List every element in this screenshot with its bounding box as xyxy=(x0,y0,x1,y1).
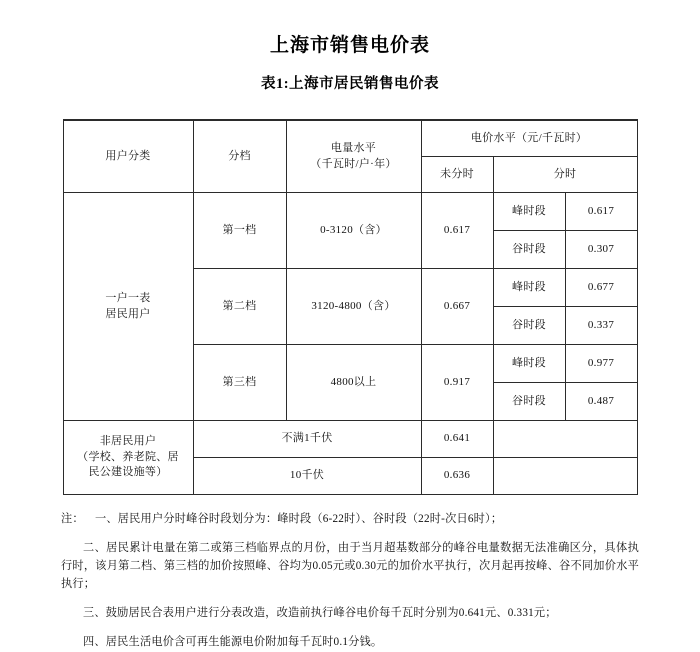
cell-nonresidential-level-1: 不满1千伏 xyxy=(193,421,421,458)
cell-tier2-peak-price: 0.677 xyxy=(565,269,637,307)
page-title: 上海市销售电价表 xyxy=(269,35,430,56)
cell-tier3-peak-label: 峰时段 xyxy=(493,345,565,383)
cell-tier1-peak-price: 0.617 xyxy=(565,193,637,231)
note-item-3: 三、鼓励居民合表用户进行分表改造，改造前执行峰谷电价每千瓦时分别为0.641元、0.331元； xyxy=(83,606,557,619)
table-header-row-1 xyxy=(63,120,637,157)
cell-tier1-flat-price: 0.617 xyxy=(421,193,493,269)
cell-tier2-peak-label: 峰时段 xyxy=(493,269,565,307)
nonresidential-label-line1: 非居民用户 xyxy=(99,434,157,447)
note-item-2: 二、居民累计电量在第二或第三档临界点的月份，由于当月超基数部分的峰谷电量数据无法准确区分，具体执行时，该月第二档、第三档的加价按照峰、谷均为0.05元或0.30元的加价水平执行，次月起再按峰、谷不同加价水平执行； xyxy=(61,541,639,590)
note-item-1 xyxy=(61,511,639,529)
notes-section xyxy=(61,511,639,652)
cell-nonresidential-flat-price-1: 0.641 xyxy=(421,421,493,458)
nonresidential-label-line2: （学校、养老院、居 xyxy=(77,450,179,463)
cell-tier2-level: 3120-4800（含） xyxy=(286,269,421,345)
header-electricity-level xyxy=(286,120,421,193)
header-time-of-use: 分时 xyxy=(493,157,637,193)
cell-tier3-valley-price: 0.487 xyxy=(565,383,637,421)
header-tier: 分档 xyxy=(193,120,286,193)
table-row-nonresidential-1 xyxy=(63,421,637,458)
header-price-level: 电价水平（元/千瓦时） xyxy=(421,120,637,157)
cell-tier3-flat-price: 0.917 xyxy=(421,345,493,421)
residential-label-line2: 居民用户 xyxy=(105,307,151,320)
electricity-price-table xyxy=(63,119,638,495)
cell-tier1-peak-label: 峰时段 xyxy=(493,193,565,231)
cell-tier3-level: 4800以上 xyxy=(286,345,421,421)
cell-tier2-valley-label: 谷时段 xyxy=(493,307,565,345)
residential-label-line1: 一户一表 xyxy=(105,291,151,304)
cell-nonresidential-tou-2 xyxy=(493,458,637,495)
cell-tier3-valley-label: 谷时段 xyxy=(493,383,565,421)
cell-residential-user-class xyxy=(63,193,193,421)
header-user-class: 用户分类 xyxy=(63,120,193,193)
cell-tier3-peak-price: 0.977 xyxy=(565,345,637,383)
cell-tier2-valley-price: 0.337 xyxy=(565,307,637,345)
cell-nonresidential-tou-1 xyxy=(493,421,637,458)
note-1-text: 一、居民用户分时峰谷时段划分为：峰时段（6-22时）、谷时段（22时-次日6时）； xyxy=(95,513,503,525)
price-table-container xyxy=(63,119,638,495)
cell-tier1-name: 第一档 xyxy=(193,193,286,269)
table-row-tier1-peak xyxy=(63,193,637,231)
cell-tier2-flat-price: 0.667 xyxy=(421,269,493,345)
cell-tier1-level: 0-3120（含） xyxy=(286,193,421,269)
cell-nonresidential-level-2: 10千伏 xyxy=(193,458,421,495)
header-level-line1: 电量水平 xyxy=(330,141,377,154)
cell-nonresidential-flat-price-2: 0.636 xyxy=(421,458,493,495)
header-level-line2: （千瓦时/户·年） xyxy=(310,157,397,170)
cell-nonresidential-user-class xyxy=(63,421,193,495)
header-flat-rate: 未分时 xyxy=(421,157,493,193)
note-item-4: 四、居民生活电价含可再生能源电价附加每千瓦时0.1分钱。 xyxy=(83,635,383,648)
nonresidential-label-line3: 民公建设施等） xyxy=(88,466,168,479)
cell-tier1-valley-label: 谷时段 xyxy=(493,231,565,269)
cell-tier3-name: 第三档 xyxy=(193,345,286,421)
cell-tier2-name: 第二档 xyxy=(193,269,286,345)
cell-tier1-valley-price: 0.307 xyxy=(565,231,637,269)
page-subtitle: 表1:上海市居民销售电价表 xyxy=(260,76,440,92)
notes-label: 注： xyxy=(61,513,84,525)
